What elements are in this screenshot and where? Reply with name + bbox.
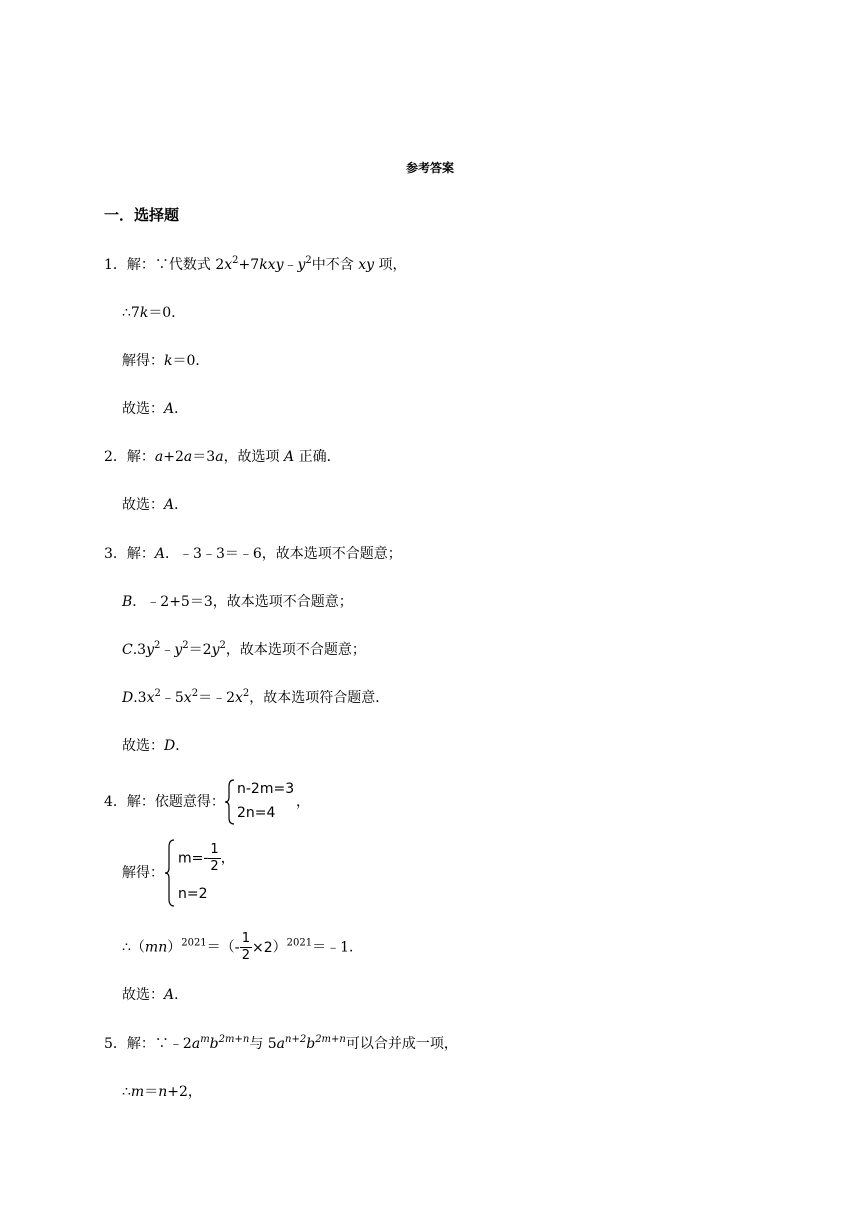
q4-line-4: 故选：A． xyxy=(122,987,189,1003)
q1-line-1: 1．解：∵代数式 $2x^2+7kxy﹣y^2$中不含 xy 项， xyxy=(104,255,407,273)
q5-line-1: 5．解：$\because﹣2a^mb^{2m+n}$与 $5a^{n+2}b^{2m+n}$可以合并成一项， xyxy=(104,1034,458,1052)
fraction-one-half: $\frac{1}{2}$ xyxy=(210,842,219,874)
q1-line-4: 故选：A． xyxy=(122,401,189,417)
system-brace-1 xyxy=(224,778,236,826)
q2-line-1: 2．解：a+2a＝3a，故选项 A 正确． xyxy=(104,449,341,465)
section-heading: 一．选择题 xyxy=(104,206,180,224)
q5-line-2: ∴m＝n+2， xyxy=(122,1084,202,1100)
q4-line-1: 4．解：依题意得： xyxy=(104,794,225,810)
q3-line-2: B．﹣2+5＝3，故本选项不合题意； xyxy=(122,594,353,610)
q3-line-1: 3．解：A．﹣3﹣3＝﹣6，故本选项不合题意； xyxy=(104,546,402,562)
q1-line-2: ∴7k＝0． xyxy=(122,305,186,321)
q2-line-2: 故选：A． xyxy=(122,497,189,513)
equation-2n: 2n=4 xyxy=(237,805,276,821)
q4-line-2: 解得： xyxy=(122,865,164,881)
expression-neg-half-times-2: - $\frac{1}{2}$ ×2 xyxy=(234,931,273,963)
solution-m: m=- $\frac{1}{2}$ ， xyxy=(178,842,235,874)
q1-line-3: 解得：k＝0． xyxy=(122,353,210,369)
page-title: 参考答案 xyxy=(405,161,454,175)
solution-n: n=2 xyxy=(178,886,208,902)
q4-comma-1: ， xyxy=(296,794,310,810)
q3-line-3: $C.3y^2﹣y^2=2y^2$，故本选项不合题意； xyxy=(122,640,366,658)
equation-n-2m: n-2m=3 xyxy=(237,781,295,797)
q3-line-4: $D.3x^2﹣5x^2=﹣2x^2$，故本选项符合题意． xyxy=(122,688,390,706)
q4-line-3: ∴（mn）$^{2021}$＝（- $\frac{1}{2}$ ×2）$^{2021}$＝﹣1． xyxy=(122,931,364,963)
system-brace-2 xyxy=(164,838,176,908)
q3-line-5: 故选：D． xyxy=(122,738,190,754)
